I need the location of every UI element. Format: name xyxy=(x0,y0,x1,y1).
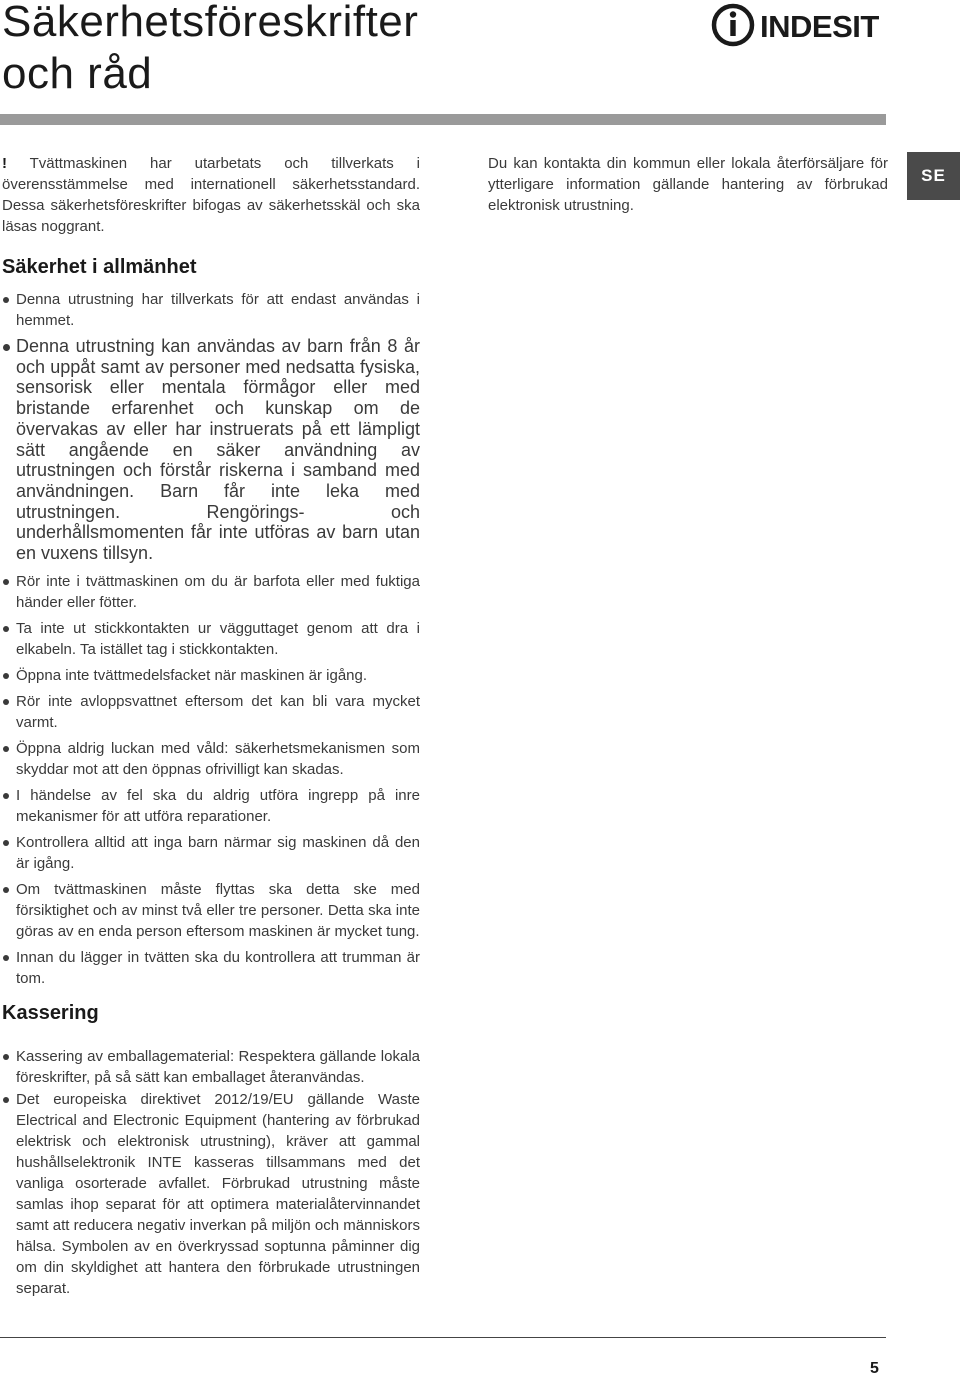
section-heading-disposal: Kassering xyxy=(2,1002,99,1024)
top-divider xyxy=(0,114,886,125)
bottom-divider xyxy=(0,1337,886,1338)
page-number: 5 xyxy=(870,1360,879,1377)
list-item: Kontrollera alltid att inga barn närmar sig maskinen då den är igång. xyxy=(0,832,420,874)
language-badge: SE xyxy=(907,152,960,200)
indesit-logo xyxy=(710,2,890,48)
list-item: Om tvättmaskinen måste flyttas ska detta ske med försiktighet och av minst två eller tre personer. Detta ska inte göras av en enda person eftersom maskinen är mycket tung. xyxy=(0,879,420,942)
general-safety-list xyxy=(0,289,420,994)
warning-exclamation: ! xyxy=(2,155,7,172)
list-item: Rör inte i tvättmaskinen om du är barfota eller med fuktiga händer eller fötter. xyxy=(0,571,420,613)
page-title-line1: Säkerhetsföreskrifter xyxy=(2,0,419,46)
disposal-list xyxy=(0,1046,420,1300)
logo-wordmark: INDESIT xyxy=(760,9,879,44)
list-item: Denna utrustning har tillverkats för att endast användas i hemmet. xyxy=(0,289,420,331)
intro-text: Tvättmaskinen har utarbetats och tillverkats i överensstämmelse med internationell säkerhetsstandard. Dessa säkerhetsföreskrifter bifogas av säkerhetsskäl och ska läsas noggrant. xyxy=(2,155,420,235)
list-item: Öppna aldrig luckan med våld: säkerhetsmekanismen som skyddar mot att den öppnas ofrivilligt kan skadas. xyxy=(0,738,420,780)
disposal-contact-note: Du kan kontakta din kommun eller lokala återförsäljare för ytterligare information gällande hantering av förbrukad elektronisk utrustning. xyxy=(488,155,888,214)
list-item: Det europeiska direktivet 2012/19/EU gällande Waste Electrical and Electronic Equipment (hantering av förbrukad elektrisk och elektronisk utrustning), kräver att gammal hushållselektronik INTE kasseras tillsammans med det vanliga osorterade avfallet. Förbrukad utrustning måste samlas ihop separat för att optimera materialåtervinnandet samt att reducera negativ inverkan på miljön och människors hälsa. Symbolen av en överkryssad soptunna påminner dig om din skyldighet att hantera den förbrukade utrustningen separat. xyxy=(0,1089,420,1299)
list-item: Innan du lägger in tvätten ska du kontrollera att trumman är tom. xyxy=(0,947,420,989)
list-item: Öppna inte tvättmedelsfacket när maskinen är igång. xyxy=(0,665,420,686)
page-title-line2: och råd xyxy=(2,49,153,98)
list-item: Denna utrustning kan användas av barn från 8 år och uppåt samt av personer med nedsatta fysiska, sensorisk eller mentala förmågor eller med bristande erfarenhet och kunskap om de övervakas av eller har instruerats på ett lämpligt sätt angående en säker användning av utrustningen och förstår riskerna i samband med användningen. Barn får inte leka med utrustningen. Rengörings- och underhållsmomenten får inte utföras av barn utan en vuxens tillsyn. xyxy=(0,336,420,564)
section-heading-general-safety: Säkerhet i allmänhet xyxy=(2,256,197,278)
list-item: Rör inte avloppsvattnet eftersom det kan bli vara mycket varmt. xyxy=(0,691,420,733)
list-item: Kassering av emballagematerial: Respektera gällande lokala föreskrifter, på så sätt kan emballaget återanvändas. xyxy=(0,1046,420,1088)
page-title xyxy=(2,0,418,100)
intro-paragraph xyxy=(2,153,420,237)
list-item: I händelse av fel ska du aldrig utföra ingrepp på inre mekanismer för att utföra reparationer. xyxy=(0,785,420,827)
list-item: Ta inte ut stickkontakten ur vägguttaget genom att dra i elkabeln. Ta istället tag i stickkontakten. xyxy=(0,618,420,660)
